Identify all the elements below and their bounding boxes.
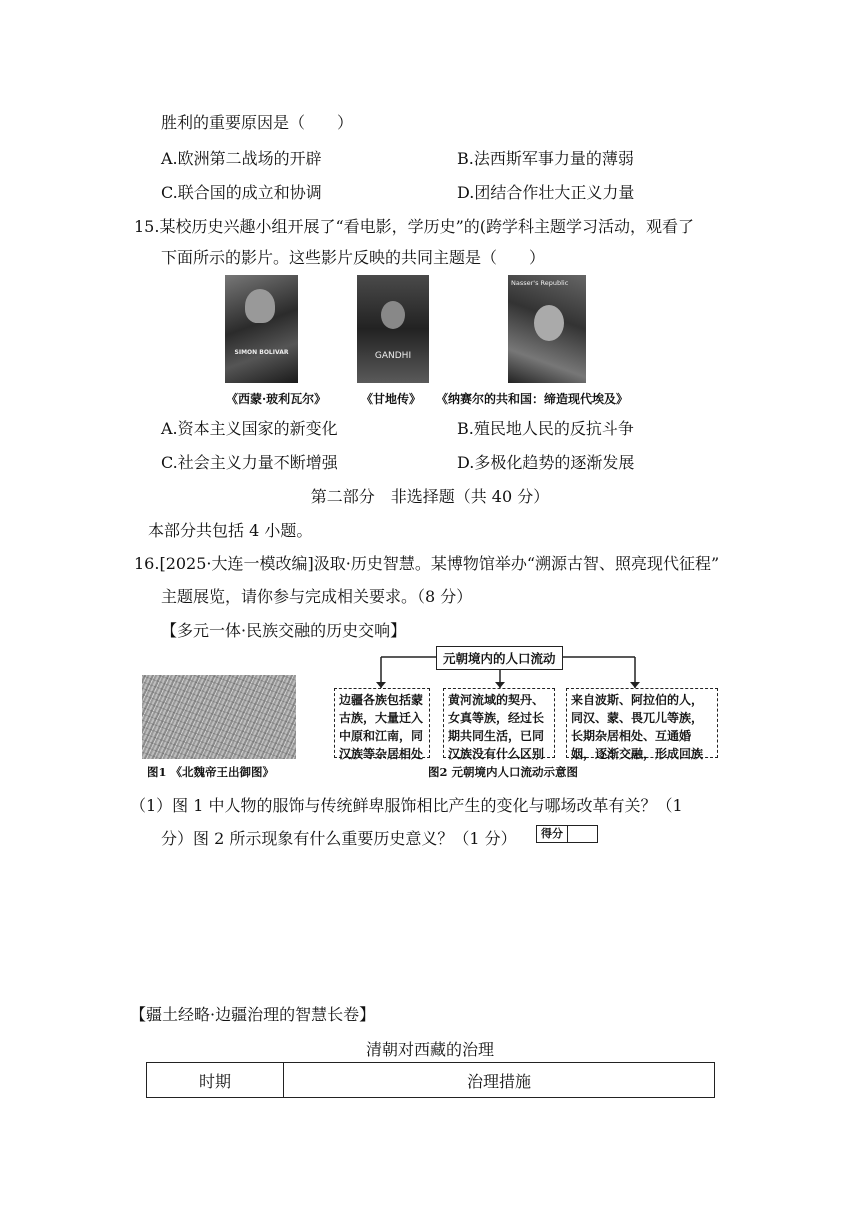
poster-nasser: [508, 275, 586, 383]
poster-title-text: GANDHI: [374, 351, 412, 361]
figure1-caption: 图1 《北魏帝王出御图》: [147, 765, 275, 779]
flow-box-persia-arabia: 来自波斯、阿拉伯的人，同汉、蒙、畏兀儿等族，长期杂居相处、互通婚姻，逐渐交融，形成回族: [566, 688, 718, 758]
q16-stem-line1: 16.[2025·大连一模改编]汲取·历史智慧。某博物馆举办“溯源古智、照亮现代征程”: [134, 554, 720, 573]
q14-option-b[interactable]: B.法西斯军事力量的薄弱: [457, 149, 634, 168]
poster-caption-gandhi: 《甘地传》: [361, 392, 422, 406]
poster-title-text: Nasser's Republic: [511, 279, 569, 287]
q16-sub1-line1: （1）图 1 中人物的服饰与传统鲜卑服饰相比产生的变化与哪场改革有关？（1: [130, 796, 683, 815]
table-header-measures: 治理措施: [284, 1063, 715, 1098]
flow-title-box: 元朝境内的人口流动: [436, 646, 563, 670]
flow-box-frontier: 边疆各族包括蒙古族，大量迁入中原和江南，同汉族等杂居相处: [334, 688, 430, 758]
q15-option-d[interactable]: D.多极化趋势的逐渐发展: [457, 453, 635, 472]
section-heading-ethnic: 【多元一体·民族交融的历史交响】: [161, 621, 407, 640]
poster-gandhi: [357, 275, 429, 383]
section-heading-frontier: 【疆土经略·边疆治理的智慧长卷】: [130, 1005, 376, 1024]
q16-stem-line2: 主题展览，请你参与完成相关要求。（8 分）: [161, 587, 473, 606]
poster-title-text: SIMON BOLIVAR: [234, 349, 289, 356]
poster-caption-nasser: 《纳赛尔的共和国：缔造现代埃及》: [436, 392, 629, 406]
q14-option-d[interactable]: D.团结合作壮大正义力量: [457, 183, 635, 202]
score-label: 得分: [537, 826, 568, 842]
table-header-row: [147, 1063, 715, 1098]
flow-box-yellow-river: 黄河流域的契丹、女真等族，经过长期共同生活，已同汉族没有什么区别: [443, 688, 555, 758]
q16-sub1-line2: 分）图 2 所示现象有什么重要历史意义？（1 分）: [161, 829, 517, 848]
q14-stem-tail: 胜利的重要原因是（ ）: [161, 113, 354, 132]
part2-title: 第二部分 非选择题（共 40 分）: [310, 487, 550, 506]
poster-simon-bolivar: [225, 275, 298, 383]
qing-tibet-table: [146, 1062, 715, 1098]
poster-caption-bolivar: 《西蒙·玻利瓦尔》: [226, 392, 327, 406]
part2-intro: 本部分共包括 4 小题。: [148, 521, 313, 540]
figure2-caption: 图2 元朝境内人口流动示意图: [428, 765, 579, 779]
q14-option-c[interactable]: C.联合国的成立和协调: [161, 183, 322, 202]
q14-option-a[interactable]: A.欧洲第二战场的开辟: [161, 149, 322, 168]
table-title: 清朝对西藏的治理: [365, 1040, 494, 1059]
q15-option-a[interactable]: A.资本主义国家的新变化: [161, 419, 338, 438]
q15-stem-line2: 下面所示的影片。这些影片反映的共同主题是（ ）: [161, 248, 546, 267]
q15-option-c[interactable]: C.社会主义力量不断增强: [161, 453, 338, 472]
table-header-period: 时期: [147, 1063, 284, 1098]
q15-option-b[interactable]: B.殖民地人民的反抗斗争: [457, 419, 634, 438]
q15-stem-line1: 15.某校历史兴趣小组开展了“看电影，学历史”的(跨学科主题学习活动，观看了: [134, 217, 695, 236]
score-box[interactable]: [536, 825, 598, 843]
figure1-painting: [142, 675, 296, 759]
